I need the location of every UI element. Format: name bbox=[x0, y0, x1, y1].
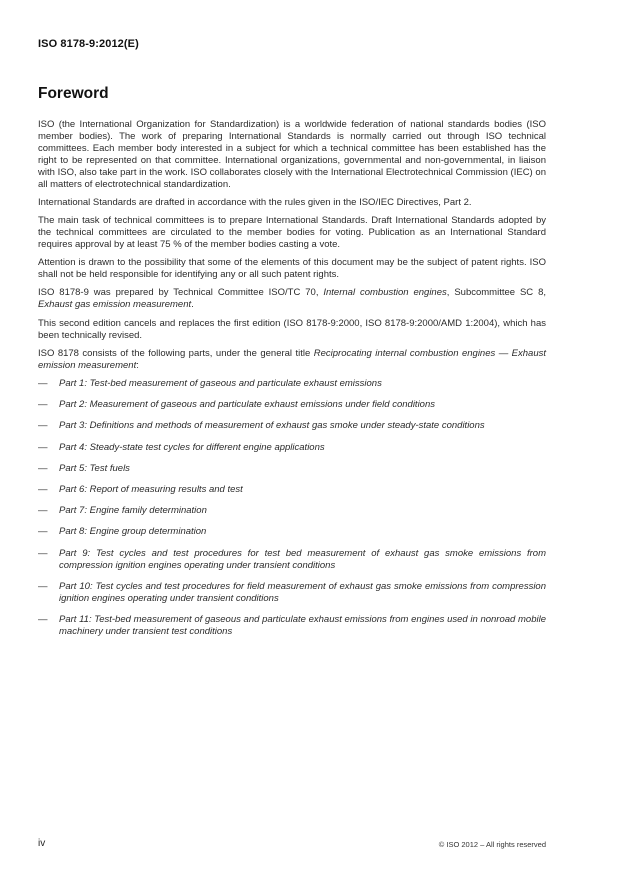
paragraph-patent-rights: Attention is drawn to the possibility that some of the elements of this document may be the subject of patent rights. ISO shall not be held responsible for identifying any or all such patent rights. bbox=[38, 257, 546, 281]
part-title: Part 3: Definitions and methods of measurement of exhaust gas smoke under steady-state conditions bbox=[59, 420, 485, 432]
paragraph-edition: This second edition cancels and replaces the first edition (ISO 8178-9:2000, ISO 8178-9:2000/AMD 1:2004), which has been technically revised. bbox=[38, 317, 546, 341]
parts-intro-colon: : bbox=[136, 359, 139, 371]
dash-bullet: — bbox=[38, 441, 48, 453]
list-item bbox=[38, 420, 546, 432]
paragraph-committee-task: The main task of technical committees is to prepare International Standards. Draft International Standards adopted by the technical committees are circulated to the member bodies for voting. Publication as an International Standard requires approval by at least 75 % of the member bodies casting a vote. bbox=[38, 215, 546, 250]
part-title: Part 2: Measurement of gaseous and particulate exhaust emissions under field conditions bbox=[59, 399, 435, 411]
list-item bbox=[38, 463, 546, 475]
list-item bbox=[38, 484, 546, 496]
paragraph-directives: International Standards are drafted in accordance with the rules given in the ISO/IEC Directives, Part 2. bbox=[38, 196, 472, 208]
list-item bbox=[38, 614, 546, 638]
general-title: Reciprocating internal combustion engines — Exhaust emission measurement bbox=[38, 347, 546, 371]
list-item bbox=[38, 526, 546, 538]
part-title: Part 6: Report of measuring results and test bbox=[59, 484, 243, 496]
part-title: Part 9: Test cycles and test procedures for test bed measurement of exhaust gas smoke emissions from compression ignition engines operating under transient conditions bbox=[59, 547, 546, 571]
dash-bullet: — bbox=[38, 526, 48, 538]
list-item bbox=[38, 378, 546, 390]
prepared-by-text: ISO 8178-9 was prepared by Technical Committee ISO/TC 70, bbox=[38, 287, 324, 299]
paragraph-parts-intro bbox=[38, 348, 546, 372]
list-item bbox=[38, 442, 546, 454]
subcommittee-name: Exhaust gas emission measurement bbox=[38, 299, 192, 311]
parts-list bbox=[38, 378, 546, 638]
paragraph-iso-intro: ISO (the International Organization for Standardization) is a worldwide federation of national standards bodies (ISO member bodies). The work of preparing International Standards is normally carried out through ISO technical committees. Each member body interested in a subject for which a technical committee has been established has the right to be represented on that committee. International organizations, governmental and non-governmental, in liaison with ISO, also take part in the work. ISO collaborates closely with the International Electrotechnical Commission (IEC) on all matters of electrotechnical standardization. bbox=[38, 119, 546, 190]
dash-bullet: — bbox=[38, 547, 48, 559]
prepared-by-text-mid: , Subcommittee SC 8, bbox=[446, 287, 546, 299]
paragraph-prepared-by bbox=[38, 287, 546, 311]
list-item bbox=[38, 399, 546, 411]
page-number: iv bbox=[38, 838, 46, 849]
dash-bullet: — bbox=[38, 505, 48, 517]
part-title: Part 4: Steady-state test cycles for different engine applications bbox=[59, 441, 325, 453]
dash-bullet: — bbox=[38, 462, 48, 474]
dash-bullet: — bbox=[38, 399, 48, 411]
part-title: Part 7: Engine family determination bbox=[59, 505, 207, 517]
prepared-by-text-end: . bbox=[191, 299, 194, 311]
page-title: Foreword bbox=[38, 85, 109, 102]
part-title: Part 8: Engine group determination bbox=[59, 526, 207, 538]
dash-bullet: — bbox=[38, 420, 48, 432]
dash-bullet: — bbox=[38, 378, 48, 390]
part-title: Part 1: Test-bed measurement of gaseous and particulate exhaust emissions bbox=[59, 378, 382, 390]
part-title: Part 11: Test-bed measurement of gaseous and particulate exhaust emissions from engines used in nonroad mobile machinery under transient test conditions bbox=[59, 613, 546, 637]
part-title: Part 10: Test cycles and test procedures for field measurement of exhaust gas smoke emissions from compression ignition engines operating under transient conditions bbox=[59, 580, 546, 604]
parts-intro-text: ISO 8178 consists of the following parts, under the general title bbox=[38, 347, 314, 359]
list-item bbox=[38, 581, 546, 605]
foreword-body bbox=[38, 119, 546, 647]
dash-bullet: — bbox=[38, 613, 48, 625]
document-id: ISO 8178-9:2012(E) bbox=[38, 38, 139, 50]
list-item bbox=[38, 548, 546, 572]
list-item bbox=[38, 505, 546, 517]
dash-bullet: — bbox=[38, 580, 48, 592]
dash-bullet: — bbox=[38, 484, 48, 496]
copyright-notice: © ISO 2012 – All rights reserved bbox=[438, 840, 546, 849]
committee-name: Internal combustion engines bbox=[323, 287, 447, 299]
part-title: Part 5: Test fuels bbox=[59, 462, 130, 474]
